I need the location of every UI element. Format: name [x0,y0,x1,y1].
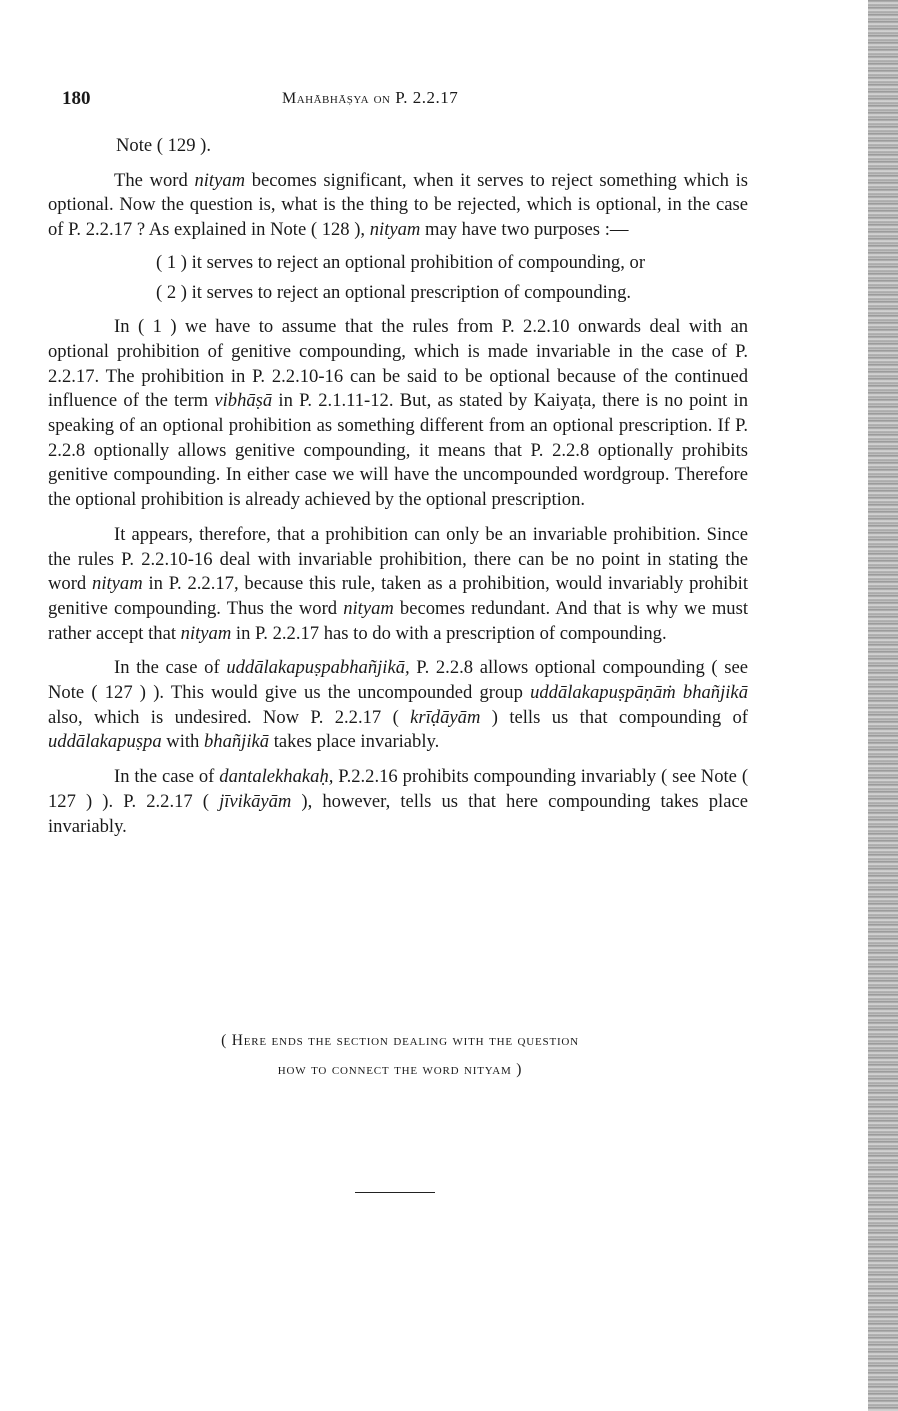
main-text [48,134,748,849]
page-header [62,88,762,116]
section-closing-note [60,1026,740,1084]
text-run: ) tells us that compounding of [480,706,748,728]
text-run: becomes significant, when it serves to reject something which is optional. Now the question is, what is the thing to be rejected, which is optional, in the case of P. 2.2.17 ? As explained in Note ( 128 ), [48,169,748,241]
closing-line-1: ( Here ends the section dealing with the question [221,1032,579,1049]
text-run: also, which is undesired. Now P. 2.2.17 ( [48,706,411,728]
paragraph-4 [48,656,748,755]
italic-term: jīvikāyām [219,790,292,812]
italic-term: nityam [92,573,143,595]
paragraph-5 [48,765,748,839]
text-run: in P. 2.1.11-12. But, as stated by Kaiyaṭa, there is no point in speaking of an optional prohibition as something different from an optional prescription. If P. 2.2.8 optionally allows genitive compounding, it means that P. 2.2.8 optionally prohibits genitive compounding. In either case we will have the uncompounded wordgroup. Therefore the optional prohibition is already achieved by the optional prescription. [48,390,749,511]
italic-term: nityam [194,169,246,191]
closing-line-2: how to connect the word nityam ) [277,1061,523,1078]
text-run: in P. 2.2.17 has to do with a prescription of compounding. [231,622,667,644]
text-run: in P. 2.2.17, because this rule, taken as a prohibition, would invariably prohibit genitive compounding. Thus the word [48,573,748,619]
text-run: P. 2.2.8 allows optional compounding ( see Note ( 127 ) ). This would give us the uncompounded group [48,657,749,704]
italic-term: dantalekhakaḥ, [219,766,334,788]
text-run: In ( 1 ) we have to assume that the rules from P. 2.2.10 onwards deal with an optional prohibition of genitive compounding, which is made invariable in the case of P. 2.2.17. The prohibition in P. 2.2.10-16 can be said to be optional because of the continued influence of the term [48,316,748,412]
italic-term: krīḍāyām [410,706,481,728]
italic-term: nityam [343,597,394,619]
purpose-2: ( 2 ) it serves to reject an optional prescription of compounding. [156,281,632,303]
text-run: In the case of [114,657,227,679]
running-title-prefix: Mahābhāṣya on [282,90,391,107]
text-run: P.2.2.16 prohibits compounding invariably ( see Note ( 127 ) ). P. 2.2.17 ( [48,766,749,812]
paragraph-2 [48,315,748,513]
text-run: may have two purposes :— [420,219,629,241]
italic-term: nityam [180,622,232,644]
running-title-ref: P. 2.2.17 [395,88,459,107]
paragraph-1 [48,169,748,243]
text-run: The word [114,169,195,191]
text-run: In the case of [114,766,220,788]
purpose-1: ( 1 ) it serves to reject an optional prohibition of compounding, or [156,251,646,273]
text-run: takes place invariably. [269,731,440,753]
text-run: with [161,731,204,753]
text-run: ), however, tells us that here compounding takes place invariably. [48,790,748,837]
end-rule [355,1192,435,1193]
text-run: becomes redundant. And that is why we must rather accept that [48,597,748,644]
italic-term: bhañjikā [203,731,270,753]
italic-term: vibhāṣā [214,390,273,412]
running-title [282,88,458,108]
page-number: 180 [62,88,91,109]
italic-term: uddālakapuṣpāṇāṁ bhañjikā [530,682,748,704]
note-heading: Note ( 129 ). [116,135,212,156]
scanned-page-edge [868,0,898,1411]
text-run: It appears, therefore, that a prohibition can only be an invariable prohibition. Since the rules P. 2.2.10-16 deal with invariable prohibition, there can be no point in stating the word [48,523,748,595]
italic-term: nityam [369,219,421,241]
italic-term: uddālakapuṣpabhañjikā, [226,657,410,679]
italic-term: uddālakapuṣpa [48,731,162,753]
paragraph-3 [48,523,748,647]
